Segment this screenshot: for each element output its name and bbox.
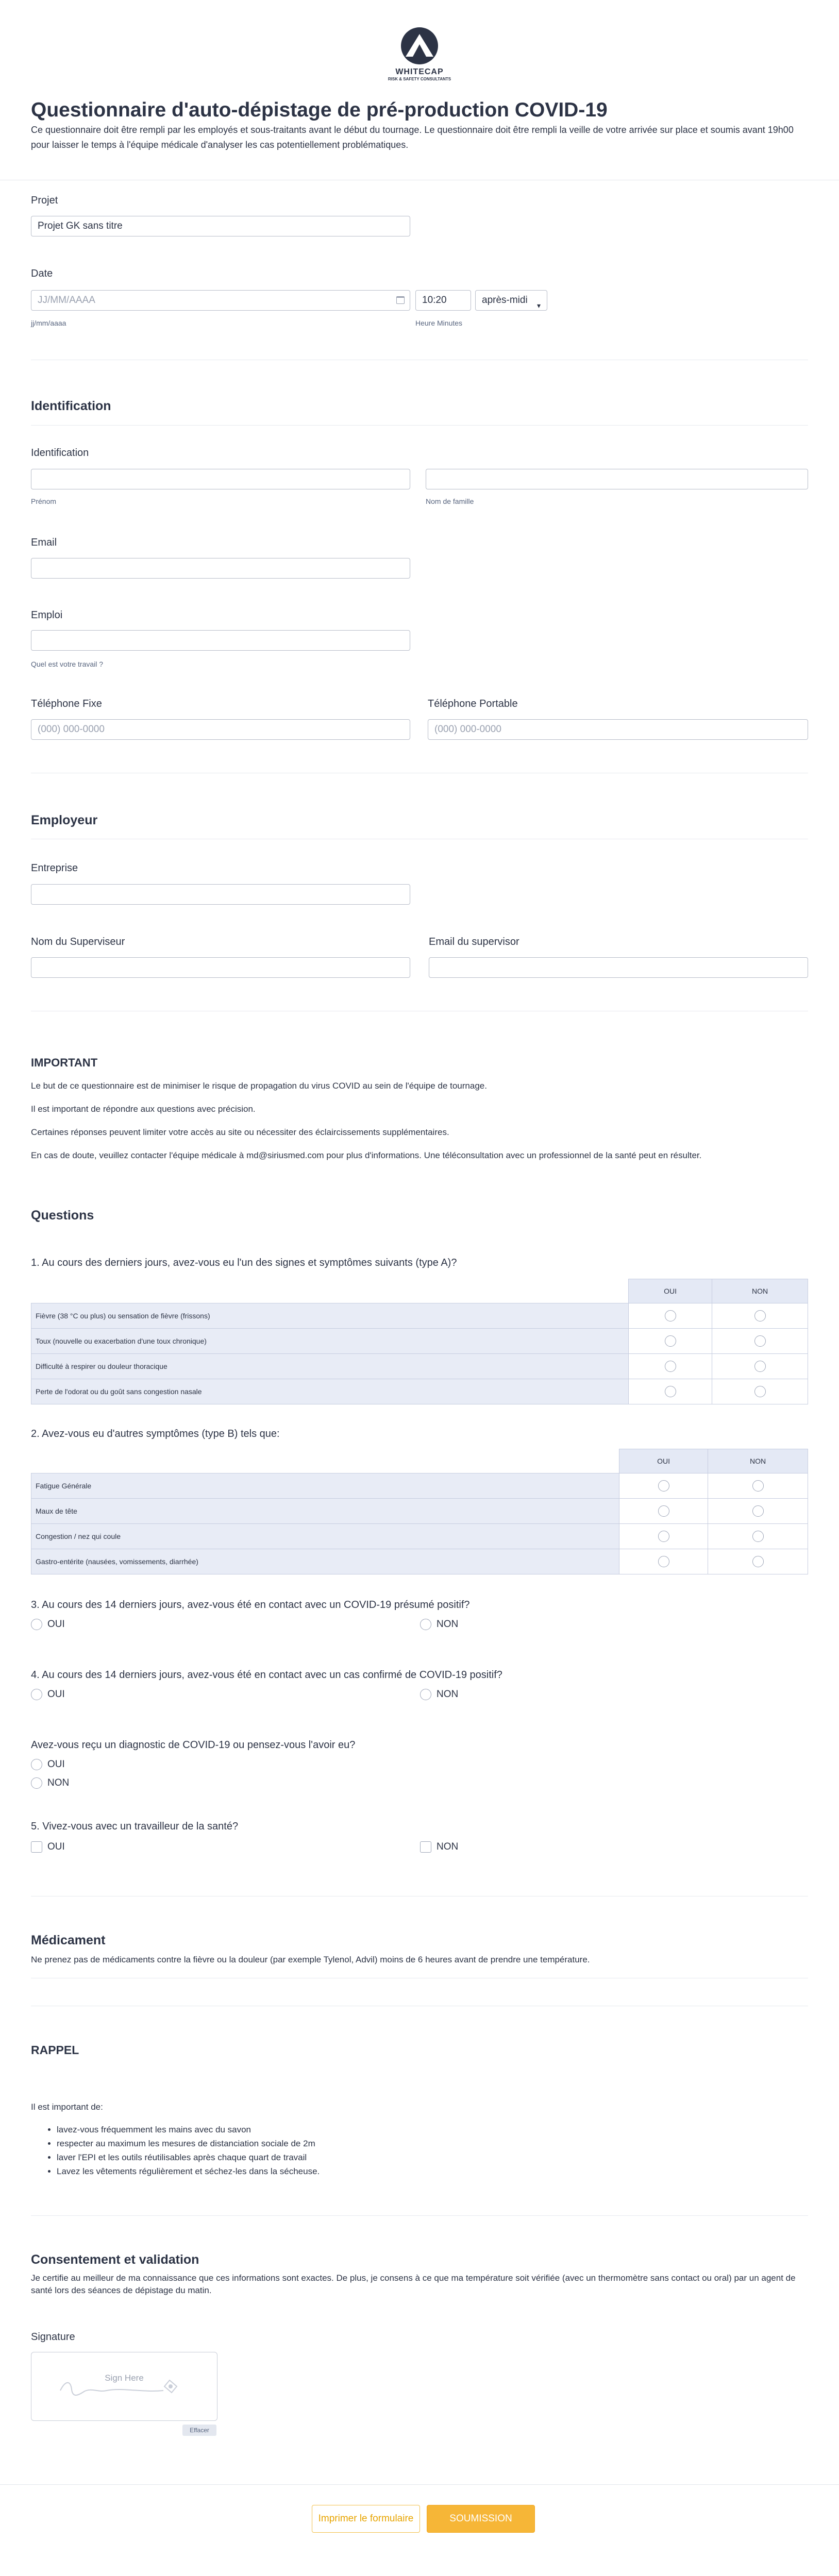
radio-icon[interactable] (754, 1310, 766, 1321)
radio-icon[interactable] (754, 1335, 766, 1347)
radio-icon[interactable] (658, 1556, 669, 1567)
ampm-value: après-midi (482, 295, 528, 306)
rappel-intro: Il est important de: (31, 2102, 103, 2112)
matrix-row-label: Difficulté à respirer ou douleur thoracique (31, 1354, 629, 1379)
questions-heading: Questions (31, 1208, 94, 1223)
matrix-col-yes: OUI (629, 1279, 712, 1303)
logo (390, 27, 449, 83)
footer-divider (0, 2484, 839, 2485)
signature-label: Signature (31, 2331, 75, 2343)
matrix-row-label: Gastro-entérite (nausées, vomissements, diarrhée) (31, 1549, 619, 1574)
first-name-input[interactable] (31, 469, 410, 489)
date-input[interactable] (31, 290, 410, 311)
list-item: • Lavez les vêtements régulièrement et séchez-les dans la sécheuse. (57, 2164, 320, 2178)
date-placeholder: JJ/MM/AAAA (38, 295, 95, 306)
supervisor-email-input[interactable] (429, 957, 808, 978)
rappel-list (43, 2123, 320, 2178)
matrix-col-yes: OUI (619, 1449, 708, 1473)
option-label: OUI (47, 1759, 65, 1770)
table-row (31, 1329, 808, 1354)
print-form-button[interactable]: Imprimer le formulaire (312, 2505, 420, 2533)
important-paragraph: En cas de doute, veuillez contacter l'équipe médicale à md@siriusmed.com pour plus d'informations. Une téléconsultation avec un professionnel de la santé peut en résulter. (31, 1150, 702, 1160)
job-label: Emploi (31, 609, 63, 621)
q4-option-yes[interactable] (31, 1689, 65, 1700)
clear-signature-button[interactable]: Effacer (182, 2425, 216, 2436)
phone-mobile-input[interactable]: (000) 000-0000 (428, 719, 808, 740)
radio-no[interactable] (708, 1524, 808, 1549)
matrix-col-no: NON (708, 1449, 808, 1473)
company-label: Entreprise (31, 862, 78, 874)
option-label: NON (437, 1619, 459, 1630)
important-paragraph: Certaines réponses peuvent limiter votre accès au site ou nécessiter des éclaircissements supplémentaires. (31, 1127, 449, 1137)
first-name-sublabel: Prénom (31, 497, 57, 505)
matrix-row-label: Congestion / nez qui coule (31, 1524, 619, 1549)
radio-no[interactable] (712, 1303, 808, 1329)
radio-no[interactable] (712, 1379, 808, 1404)
email-label: Email (31, 537, 57, 548)
date-sublabel: jj/mm/aaaa (31, 319, 66, 327)
table-row (31, 1524, 808, 1549)
ampm-select[interactable] (475, 290, 547, 311)
matrix-row-label: Maux de tête (31, 1499, 619, 1524)
radio-icon[interactable] (658, 1480, 669, 1492)
time-sublabel: Heure Minutes (415, 319, 463, 327)
last-name-sublabel: Nom de famille (426, 497, 474, 505)
radio-no[interactable] (712, 1354, 808, 1379)
logo-word: WHITECAP (395, 67, 444, 76)
list-item: • laver l'EPI et les outils réutilisables après chaque quart de travail (57, 2150, 320, 2164)
radio-yes[interactable] (629, 1354, 712, 1379)
option-label: NON (437, 1689, 459, 1700)
option-label: NON (437, 1841, 459, 1852)
q1-matrix (31, 1279, 808, 1404)
q5-option-yes[interactable] (31, 1841, 65, 1853)
matrix-row-label: Perte de l'odorat ou du goût sans congestion nasale (31, 1379, 629, 1404)
divider (31, 2215, 808, 2216)
matrix-corner (31, 1449, 619, 1473)
supervisor-label: Nom du Superviseur (31, 936, 125, 947)
signature-pad[interactable] (31, 2352, 217, 2421)
option-label: OUI (47, 1841, 65, 1852)
email-input[interactable] (31, 558, 410, 579)
q4-option-no[interactable] (420, 1689, 458, 1700)
projet-input[interactable]: Projet GK sans titre (31, 216, 410, 236)
identification-label: Identification (31, 447, 89, 459)
table-row (31, 1473, 808, 1499)
medicament-heading: Médicament (31, 1933, 106, 1947)
radio-icon[interactable] (31, 1689, 42, 1700)
radio-icon[interactable] (665, 1335, 676, 1347)
logo-tagline: RISK & SAFETY CONSULTANTS (388, 77, 451, 81)
consent-text: Je certifie au meilleur de ma connaissance que ces informations sont exactes. De plus, je consens à ce que ma température soit vérifiée (avec un thermomètre sans contact ou oral) par un agent de santé lors des séances de dépistage du matin. (31, 2273, 796, 2295)
important-paragraph: Le but de ce questionnaire est de minimiser le risque de propagation du virus COVID au sein de l'équipe de tournage. (31, 1081, 487, 1091)
radio-yes[interactable] (619, 1549, 708, 1574)
job-sublabel: Quel est votre travail ? (31, 660, 104, 668)
last-name-input[interactable] (426, 469, 808, 489)
diagnostic-option-no[interactable] (31, 1777, 69, 1789)
radio-icon[interactable] (752, 1505, 764, 1517)
checkbox-icon[interactable] (31, 1841, 42, 1853)
radio-icon[interactable] (658, 1505, 669, 1517)
radio-icon[interactable] (665, 1310, 676, 1321)
q2-matrix (31, 1449, 808, 1574)
submit-button[interactable]: SOUMISSION (427, 2505, 535, 2533)
rappel-heading: RAPPEL (31, 2043, 79, 2057)
radio-icon[interactable] (665, 1361, 676, 1372)
radio-icon[interactable] (752, 1556, 764, 1567)
divider (31, 425, 808, 426)
radio-yes[interactable] (619, 1499, 708, 1524)
important-heading: IMPORTANT (31, 1056, 98, 1069)
radio-icon[interactable] (754, 1386, 766, 1397)
table-row (31, 1303, 808, 1329)
radio-icon[interactable] (752, 1531, 764, 1542)
option-label: NON (47, 1777, 70, 1788)
q4-title: 4. Au cours des 14 derniers jours, avez-vous été en contact avec un cas confirmé de COVID-19 positif? (31, 1669, 502, 1681)
matrix-row-label: Fièvre (38 °C ou plus) ou sensation de fièvre (frissons) (31, 1303, 629, 1329)
mountain-logo-icon (390, 27, 449, 65)
phone-fixed-label: Téléphone Fixe (31, 698, 102, 709)
radio-icon[interactable] (420, 1619, 431, 1630)
company-input[interactable] (31, 884, 410, 905)
table-row (31, 1499, 808, 1524)
matrix-corner (31, 1279, 629, 1303)
radio-yes[interactable] (629, 1329, 712, 1354)
time-input[interactable]: 10:20 (415, 290, 471, 311)
q1-title: 1. Au cours des derniers jours, avez-vous eu l'un des signes et symptômes suivants (type A)? (31, 1257, 457, 1268)
matrix-row-label: Toux (nouvelle ou exacerbation d'une toux chronique) (31, 1329, 629, 1354)
radio-yes[interactable] (629, 1303, 712, 1329)
diagnostic-option-yes[interactable] (31, 1759, 65, 1770)
table-row (31, 1354, 808, 1379)
page-title: Questionnaire d'auto-dépistage de pré-production COVID-19 (31, 99, 608, 121)
radio-icon[interactable] (420, 1689, 431, 1700)
radio-no[interactable] (708, 1473, 808, 1499)
radio-icon[interactable] (31, 1619, 42, 1630)
list-item: • lavez-vous fréquemment les mains avec du savon (57, 2123, 320, 2137)
q3-title: 3. Au cours des 14 derniers jours, avez-vous été en contact avec un COVID-19 présumé positif? (31, 1599, 470, 1611)
radio-yes[interactable] (629, 1379, 712, 1404)
date-label: Date (31, 268, 53, 279)
option-label: OUI (47, 1689, 65, 1700)
table-row (31, 1379, 808, 1404)
supervisor-input[interactable] (31, 957, 410, 978)
q2-title: 2. Avez-vous eu d'autres symptômes (type B) tels que: (31, 1428, 280, 1439)
q3-option-yes[interactable] (31, 1619, 65, 1630)
radio-icon[interactable] (31, 1759, 42, 1770)
projet-label: Projet (31, 195, 58, 206)
radio-icon[interactable] (752, 1480, 764, 1492)
radio-yes[interactable] (619, 1524, 708, 1549)
radio-yes[interactable] (619, 1473, 708, 1499)
employeur-heading: Employeur (31, 813, 98, 827)
calendar-icon[interactable] (396, 296, 405, 304)
consent-heading: Consentement et validation (31, 2252, 199, 2267)
table-row (31, 1549, 808, 1574)
radio-icon[interactable] (665, 1386, 676, 1397)
radio-icon[interactable] (754, 1361, 766, 1372)
important-paragraph: Il est important de répondre aux questions avec précision. (31, 1104, 256, 1114)
medicament-text: Ne prenez pas de médicaments contre la fièvre ou la douleur (par exemple Tylenol, Advil) moins de 6 heures avant de prendre une température. (31, 1955, 590, 1964)
diagnostic-title: Avez-vous reçu un diagnostic de COVID-19 ou pensez-vous l'avoir eu? (31, 1739, 356, 1751)
job-input[interactable] (31, 630, 410, 651)
phone-fixed-input[interactable]: (000) 000-0000 (31, 719, 410, 740)
q5-option-no[interactable] (420, 1841, 458, 1853)
supervisor-email-label: Email du supervisor (429, 936, 519, 947)
q3-option-no[interactable] (420, 1619, 458, 1630)
radio-icon[interactable] (658, 1531, 669, 1542)
radio-icon[interactable] (31, 1777, 42, 1789)
option-label: OUI (47, 1619, 65, 1630)
identification-heading: Identification (31, 399, 111, 413)
sign-here-text: Sign Here (105, 2373, 144, 2383)
matrix-row-label: Fatigue Générale (31, 1473, 619, 1499)
phone-mobile-label: Téléphone Portable (428, 698, 518, 709)
list-item: • respecter au maximum les mesures de distanciation sociale de 2m (57, 2137, 320, 2150)
radio-no[interactable] (712, 1329, 808, 1354)
radio-no[interactable] (708, 1499, 808, 1524)
q5-title: 5. Vivez-vous avec un travailleur de la santé? (31, 1821, 239, 1832)
chevron-down-icon: ▾ (536, 301, 541, 310)
matrix-col-no: NON (712, 1279, 808, 1303)
checkbox-icon[interactable] (420, 1841, 431, 1853)
page-intro: Ce questionnaire doit être rempli par les employés et sous-traitants avant le début du tournage. Le questionnaire doit être rempli la veille de votre arrivée sur place et soumis avant 19h00 pour laisser le temps à l'équipe médicale d'analyser les cas potentiellement problématiques. (31, 125, 794, 150)
radio-no[interactable] (708, 1549, 808, 1574)
